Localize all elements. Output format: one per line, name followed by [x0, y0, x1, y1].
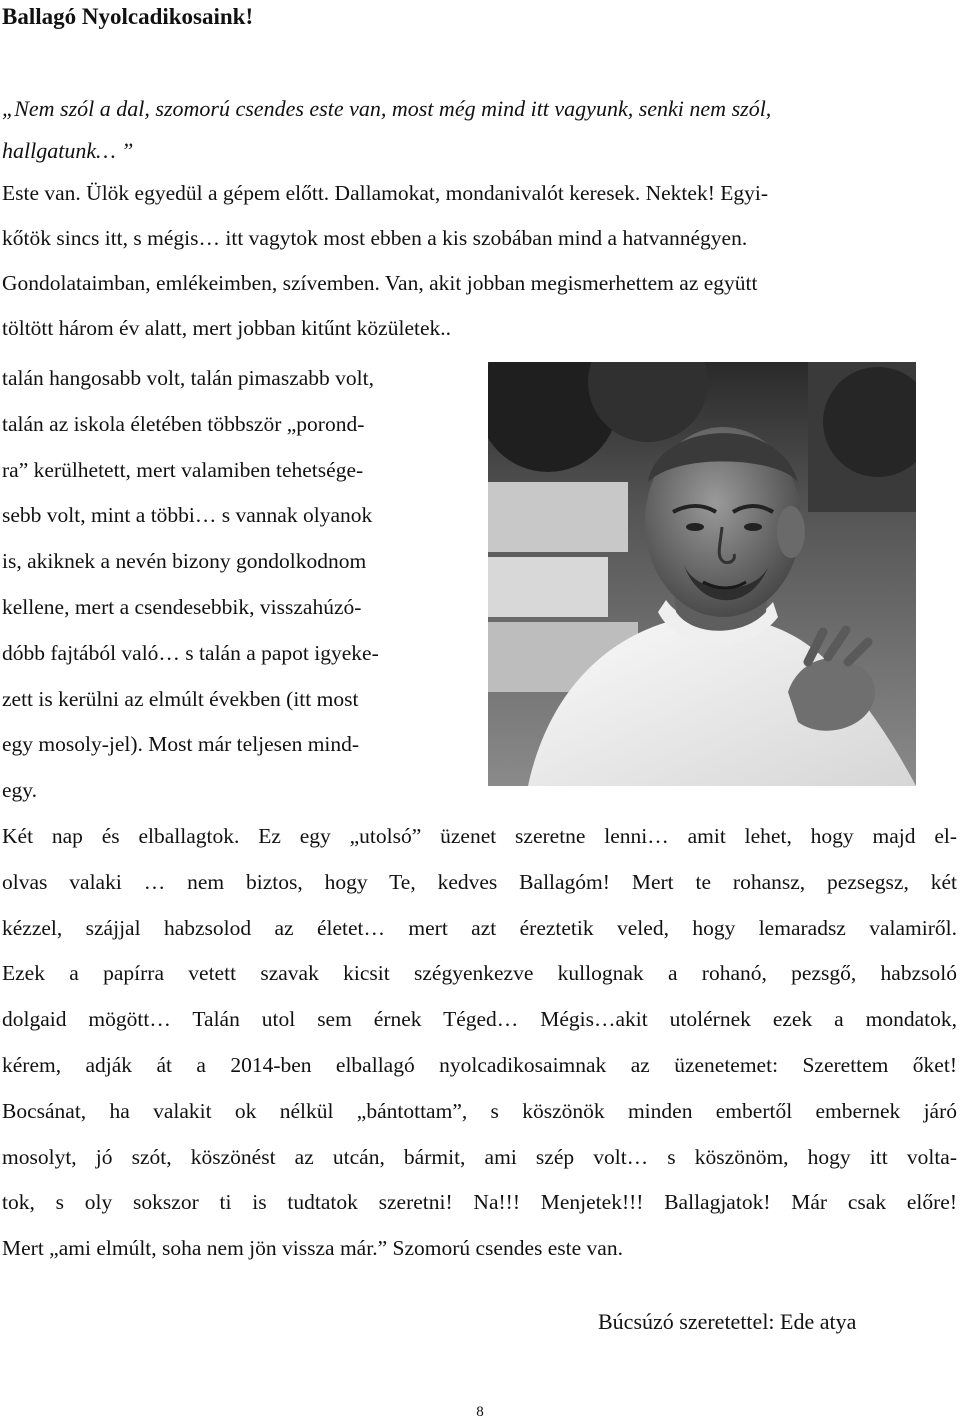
text-line: kőtök sincs itt, s mégis… itt vagytok most ebben a kis szobában mind a hatvannégyen.	[2, 226, 748, 250]
text-line: Ezek a papírra vetett szavak kicsit szégyenkezve kullognak a rohanó, pezsgő, habzsoló	[2, 961, 957, 986]
wrapped-paragraph	[2, 356, 482, 814]
closing-paragraph	[2, 814, 957, 1272]
text-line: sebb volt, mint a többi… s vannak olyanok	[2, 503, 373, 528]
text-line: talán az iskola életében többször „porond-	[2, 411, 365, 436]
text-line: dóbb fajtából való… s talán a papot igyeke-	[2, 640, 379, 665]
text-line: olvas valaki … nem biztos, hogy Te, kedves Ballagóm! Mert te rohansz, pezsegsz, két	[2, 869, 957, 894]
text-line: ra” kerülhetett, mert valamiben tehetsége-	[2, 457, 364, 482]
portrait-illustration	[488, 362, 916, 786]
text-line: mosolyt, jó szót, köszönést az utcán, bármit, ami szép volt… s köszönöm, hogy itt volta-	[2, 1144, 957, 1169]
text-line: talán hangosabb volt, talán pimaszabb volt,	[2, 366, 374, 390]
text-line: Mert „ami elmúlt, soha nem jön vissza már.” Szomorú csendes este van.	[2, 1236, 623, 1261]
poem-quote	[2, 88, 957, 172]
text-line: egy.	[2, 778, 38, 803]
intro-paragraph	[2, 171, 957, 351]
text-line: kellene, mert a csendesebbik, visszahúzó-	[2, 594, 362, 619]
text-line: kérem, adják át a 2014-ben elballagó nyolcadikosaimnak az üzenetemet: Szerettem őket!	[2, 1052, 957, 1077]
page-title: Ballagó Nyolcadikosaink!	[2, 4, 254, 29]
text-line: tok, s oly sokszor ti is tudtatok szeretni! Na!!! Menjetek!!! Ballagjatok! Már csak előre!	[2, 1190, 957, 1215]
page-number: 8	[476, 1404, 484, 1420]
text-line: Két nap és elballagtok. Ez egy „utolsó” üzenet szeretne lenni… amit lehet, hogy majd el-	[2, 824, 957, 848]
text-line: dolgaid mögött… Talán utol sem érnek Téged… Mégis…akit utolérnek ezek a mondatok,	[2, 1007, 957, 1032]
text-line: is, akiknek a nevén bizony gondolkodnom	[2, 549, 367, 574]
text-line: töltött három év alatt, mert jobban kitűnt közületek..	[2, 316, 452, 340]
text-line: zett is kerülni az elmúlt években (itt most	[2, 686, 359, 711]
portrait-photo	[488, 362, 916, 786]
text-line: Gondolataimban, emlékeimben, szívemben. Van, akit jobban megismerhettem az együtt	[2, 271, 758, 295]
text-line: egy mosoly-jel). Most már teljesen mind-	[2, 732, 360, 757]
text-line: Bocsánat, ha valakit ok nélkül „bántottam”, s köszönök minden embertől embernek járó	[2, 1098, 957, 1123]
text-line: Este van. Ülök egyedül a gépem előtt. Dallamokat, mondanivalót keresek. Nektek! Egyi-	[2, 181, 769, 205]
poem-line: hallgatunk… ”	[2, 138, 134, 163]
poem-line: „Nem szól a dal, szomorú csendes este van, most még mind itt vagyunk, senki nem szól,	[2, 96, 772, 121]
signature: Búcsúzó szeretettel: Ede atya	[598, 1309, 857, 1334]
text-line: kézzel, szájjal habzsolod az életet… mert azt éreztetik veled, hogy lemaradsz valamiről.	[2, 915, 957, 940]
